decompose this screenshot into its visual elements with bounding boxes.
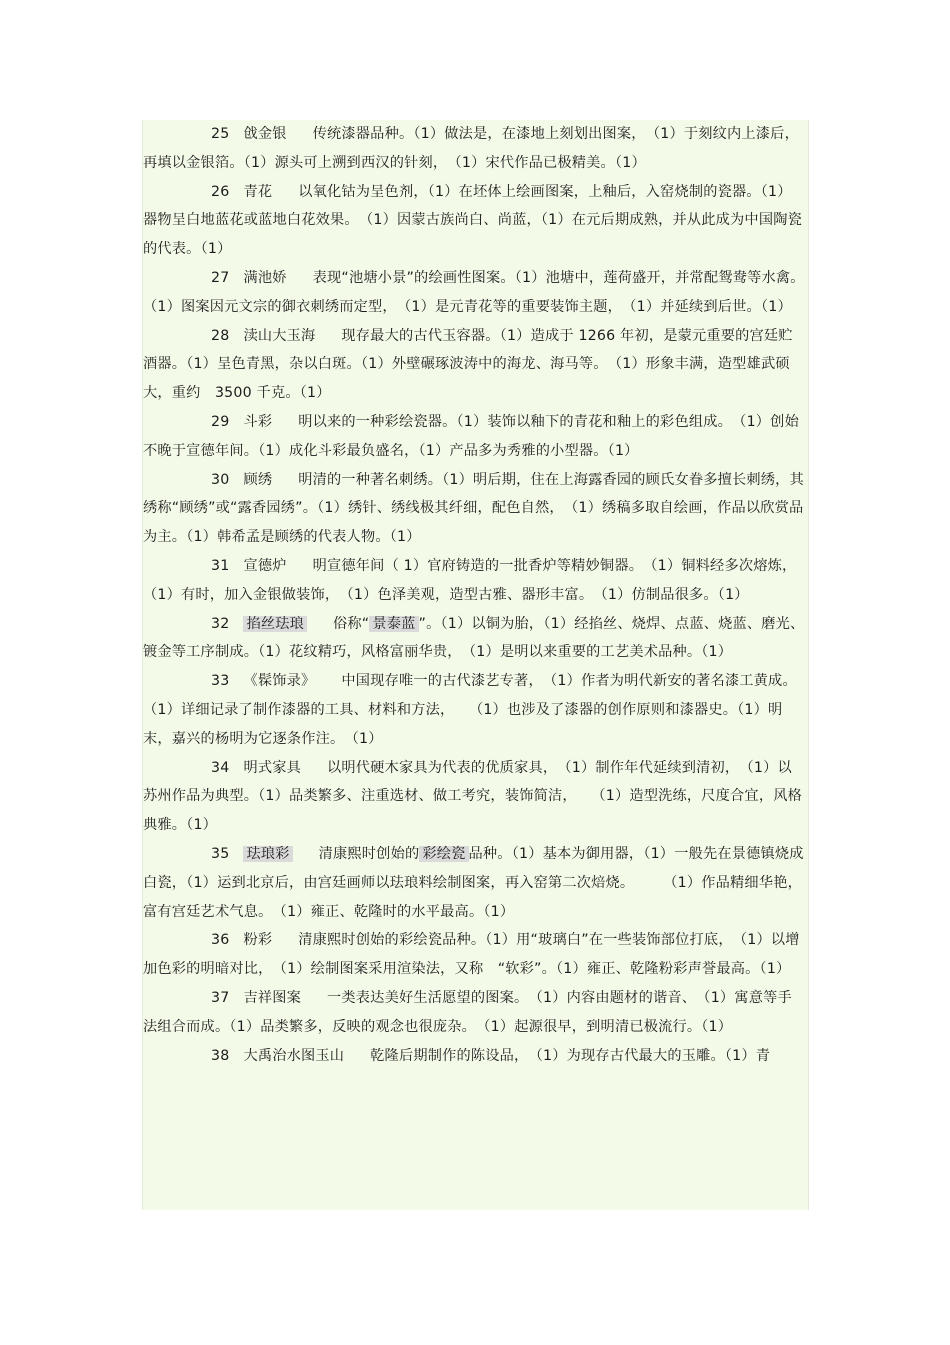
entry-number: 34 — [211, 759, 230, 776]
entry-number: 32 — [211, 615, 230, 632]
glossary-entry-37 — [143, 984, 805, 1042]
entry-definition: 一类表达美好生活愿望的图案。 （1）内容由题材的谐音、 （1）寓意等手法组合而成。（1）品类繁多，反映的观念也很庞杂。 （1）起源很早，到明清已极流行。（1） — [143, 989, 792, 1035]
glossary-entry-36 — [143, 926, 805, 984]
entry-term-highlighted: 珐琅彩 — [243, 846, 292, 862]
entry-number: 35 — [211, 845, 230, 862]
glossary-entry-29 — [143, 408, 805, 466]
entry-number: 38 — [211, 1047, 230, 1064]
entry-definition: 品种。（1）基本为御用器，（1）一般先在景德镇烧成白瓷，（1）运到北京后，由宫廷画师以珐琅料绘制图案，再入窑第二次焙烧。 （1）作品精细华艳，富有宫廷艺术气息。 （1）雍正、乾隆时的水平最高。（1） — [143, 845, 804, 920]
entry-definition: 以氧化钴为呈色剂，（1）在坯体上绘画图案，上釉后，入窑烧制的瓷器。（1）器物呈白地蓝花或蓝地白花效果。 （1）因蒙古族尚白、尚蓝，（1）在元后期成熟，并从此成为中国陶瓷的代表。（1） — [143, 183, 802, 258]
entry-number: 25 — [211, 126, 230, 142]
entry-definition: 明宣德年间（ 1）官府铸造的一批香炉等精妙铜器。 （1）铜料经多次熔炼，（1）有时，加入金银做装饰， （1）色泽美观，造型古雅、器形丰富。 （1）仿制品很多。（1） — [143, 557, 797, 603]
entry-number: 28 — [211, 327, 230, 344]
entry-definition-prefix: 清康熙时创始的 — [318, 845, 420, 862]
entry-term: 渎山大玉海 — [243, 327, 316, 344]
entry-definition: 传统漆器品种。（1）做法是，在漆地上刻划出图案， （1）于刻纹内上漆后，再填以金银箔。（1）源头可上溯到西汉的针刻， （1）宋代作品已极精美。（1） — [143, 126, 799, 171]
glossary-entry-38 — [143, 1042, 805, 1071]
glossary-entry-27 — [143, 264, 805, 322]
entry-term: 吉祥图案 — [243, 989, 302, 1006]
entry-definition: 表现“池塘小景”的绘画性图案。（1）池塘中，莲荷盛开，并常配鸳鸯等水禽。（1）图案因元文宗的御衣刺绣而定型， （1）是元青花等的重要装饰主题， （1）并延续到后世。（1） — [143, 269, 805, 315]
entry-term: 粉彩 — [243, 932, 273, 949]
glossary-entry-31 — [143, 552, 805, 610]
glossary-entry-32: 32 掐丝珐琅 俗称“ 景泰蓝 ”。（1）以铜为胎，（1）经掐丝、烧焊、点蓝、烧蓝、磨光、镀金等工序制成。（1）花纹精巧，风格富丽华贵， （1）是明以来重要的工艺美术品种。（1） — [143, 610, 805, 668]
entry-definition: 现存最大的古代玉容器。（1）造成于 1266 年初，是蒙元重要的宫廷贮酒器。（1）呈色青黑，杂以白斑。（1）外壁碾琢波涛中的海龙、海马等。 （1）形象丰满，造型雄武硕大，重约 3500 千克。（1） — [143, 327, 793, 402]
glossary-entry-35 — [143, 840, 805, 926]
entry-term: 顾绣 — [243, 471, 273, 488]
entry-definition: 以明代硬木家具为代表的优质家具， （1）制作年代延续到清初， （1）以苏州作品为典型。（1）品类繁多、注重选材、做工考究，装饰简洁， （1）造型洗练，尺度合宜，风格典雅。（1） — [143, 759, 802, 834]
entry-term: 《髹饰录》 — [243, 673, 316, 690]
entry-definition: 。（1）以铜为胎，（1）经掐丝、烧焊、点蓝、烧蓝、磨光、镀金等工序制成。（1）花纹精巧，风格富丽华贵， （1）是明以来重要的工艺美术品种。（1） — [143, 615, 805, 661]
entry-term: 满池娇 — [243, 269, 287, 286]
entry-term: 明式家具 — [243, 759, 302, 776]
entry-definition: 乾隆后期制作的陈设品， （1）为现存古代最大的玉雕。（1）青 — [370, 1047, 771, 1064]
highlighted-phrase: 景泰蓝 — [369, 616, 418, 632]
entry-term-highlighted: 掐丝珐琅 — [243, 616, 307, 632]
entry-definition: 明以来的一种彩绘瓷器。（1）装饰以釉下的青花和釉上的彩色组成。 （1）创始不晚于宣德年间。（1）成化斗彩最负盛名，（1）产品多为秀雅的小型器。（1） — [143, 413, 799, 459]
glossary-entry-30 — [143, 466, 805, 552]
entry-number: 36 — [211, 932, 230, 949]
glossary-list — [143, 120, 805, 1070]
glossary-entry-28 — [143, 322, 805, 408]
entry-number: 27 — [211, 269, 230, 286]
entry-term: 宣德炉 — [243, 557, 287, 574]
entry-term: 青花 — [243, 183, 273, 200]
entry-term: 大禹治水图玉山 — [243, 1047, 345, 1064]
entry-number: 29 — [211, 413, 230, 430]
glossary-entry-26 — [143, 178, 805, 264]
entry-number: 26 — [211, 183, 230, 200]
entry-number: 33 — [211, 673, 230, 690]
entry-term: 斗彩 — [243, 413, 273, 430]
entry-number: 30 — [211, 471, 230, 488]
glossary-entry-25 — [143, 120, 805, 178]
entry-definition: 中国现存唯一的古代漆艺专著， （1）作者为明代新安的著名漆工黄成。（1）详细记录了制作漆器的工具、材料和方法， （1）也涉及了漆器的创作原则和漆器史。（1）明末，嘉兴的杨明为它逐条作注。 （1） — [143, 673, 797, 747]
glossary-entry-34 — [143, 754, 805, 840]
glossary-entry-33 — [143, 667, 805, 753]
highlighted-phrase: 彩绘瓷 — [419, 846, 468, 862]
entry-term: 戗金银 — [243, 126, 287, 142]
entry-definition-prefix: 俗称 — [333, 615, 362, 632]
entry-definition: 清康熙时创始的彩绘瓷品种。（1）用“玻璃白”在一些装饰部位打底， （1）以增加色彩的明暗对比， （1）绘制图案采用渲染法，又称 “软彩”。（1）雍正、乾隆粉彩声誉最高。（1） — [143, 932, 800, 978]
entry-definition: 明清的一种著名刺绣。（1）明后期，住在上海露香园的顾氏女眷多擅长刺绣，其绣称“顾绣”或“露香园绣”。（1）绣针、绣线极其纤细，配色自然， （1）绣稿多取自绘画，作品以欣赏品为主。（1）韩希孟是顾绣的代表人物。（1） — [143, 471, 804, 546]
entry-number: 31 — [211, 557, 230, 574]
entry-number: 37 — [211, 989, 230, 1006]
